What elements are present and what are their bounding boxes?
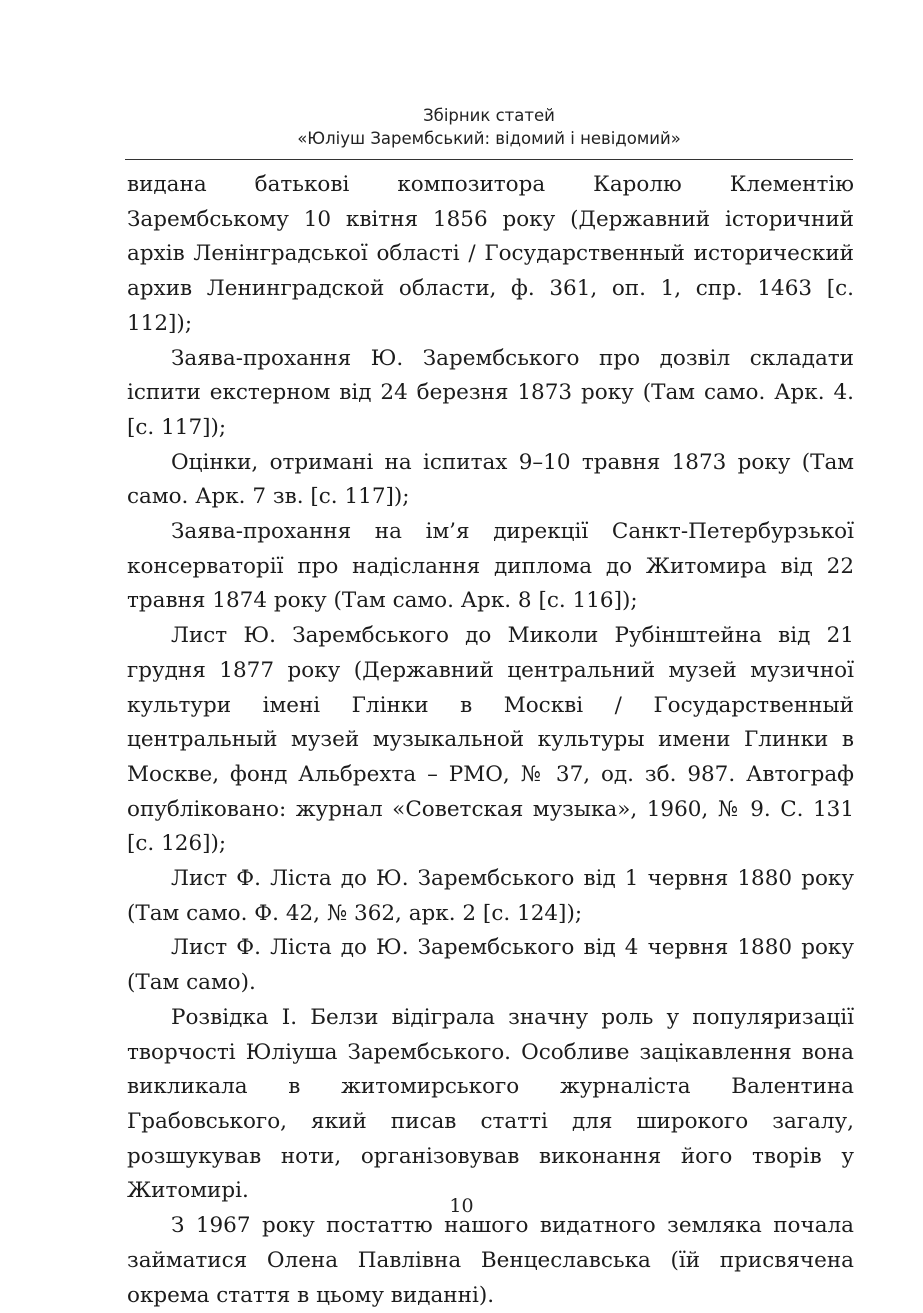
page-number: 10 — [449, 1195, 474, 1217]
paragraph: Оцінки, отримані на іспитах 9–10 травня 1873 року (Там само. Арк. 7 зв. [с. 117]); — [127, 449, 854, 510]
running-head-line-2: «Юліуш Зарембський: відомий і невідомий» — [297, 129, 681, 148]
paragraph: Заява-прохання Ю. Зарембського про дозвіл складати іспити екстерном від 24 березня 1873 року (Там само. Арк. 4. [с. 117]); — [127, 345, 854, 440]
running-head — [125, 104, 853, 150]
paragraph: Лист Ф. Ліста до Ю. Зарембського від 1 червня 1880 року (Там само. Ф. 42, № 362, арк. 2 [с. 124]); — [127, 866, 854, 926]
paragraph: Заява-прохання на ім’я дирекції Санкт-Петербурзької консерваторії про надіслання диплома до Житомира від 22 травня 1874 року (Там само. Арк. 8 [с. 116]); — [127, 519, 854, 614]
paragraph: Розвідка І. Белзи відіграла значну роль у популяризації творчості Юліуша Зарембського. Особливе зацікавлення вона викликала в житомирського журналіста Валентина Грабовського, який писав статті для широкого загалу, розшукував ноти, організовував виконання його творів у Житомирі. — [127, 1004, 854, 1204]
paragraph: Лист Ф. Ліста до Ю. Зарембського від 4 червня 1880 року (Там само). — [127, 935, 854, 996]
body-text — [127, 168, 854, 1313]
paragraph: Лист Ю. Зарембського до Миколи Рубінштейна від 21 грудня 1877 року (Державний центральний музей музичної культури імені Глінки в Москві / Государственный центральный музей музыкальной культуры имени Глинки в Москве, фонд Альбрехта – РМО, № 37, од. зб. 987. Автограф опубліковано: журнал «Советская музыка», 1960, № 9. С. 131 [с. 126]); — [127, 623, 854, 857]
paragraph-continuation: видана батькові композитора Каролю Клементію Зарембському 10 квітня 1856 року (Державний історичний архів Ленінградської області / Государственный исторический архив Ленинградской области, ф. 361, оп. 1, спр. 1463 [с. 112]); — [127, 172, 854, 336]
header-rule — [125, 159, 853, 160]
running-head-line-1: Збірник статей — [423, 106, 555, 125]
paragraph: З 1967 року постаттю нашого видатного земляка почала займатися Олена Павлівна Венцеславська (їй присвячена окрема стаття в цьому виданні). — [127, 1213, 854, 1308]
